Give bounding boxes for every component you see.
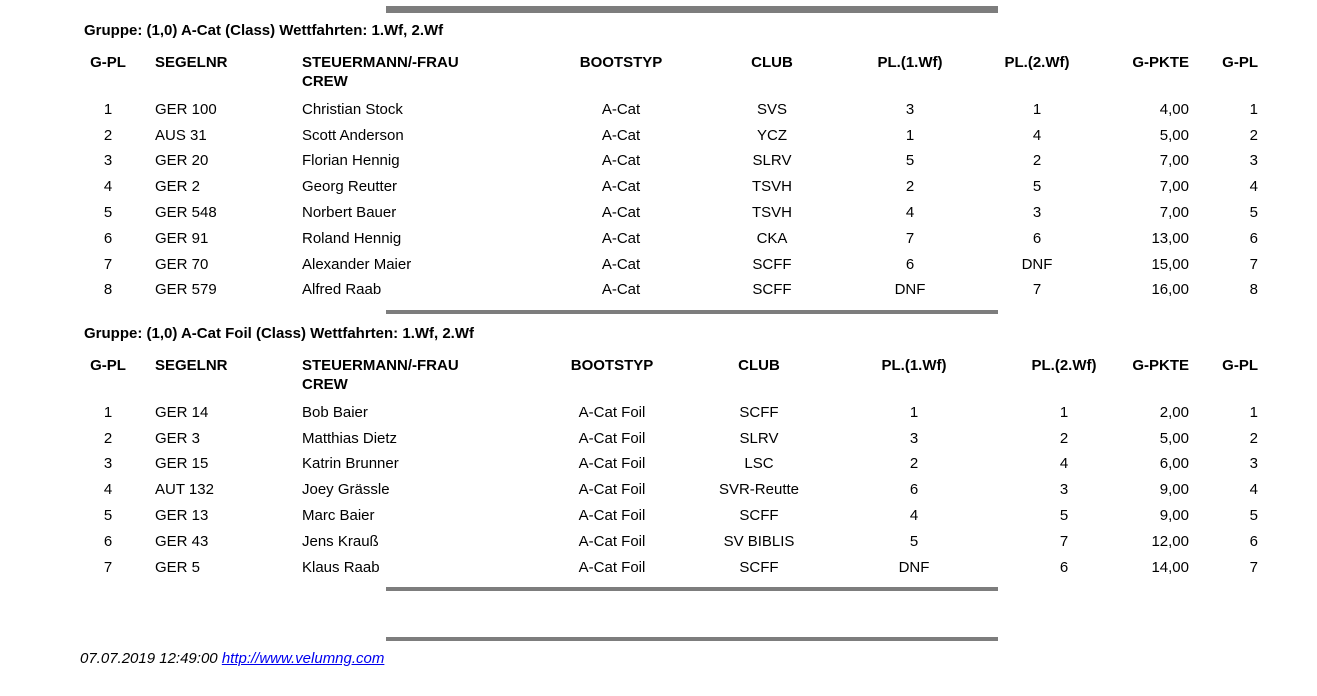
cell-pl-2wf: 5 bbox=[1032, 178, 1042, 196]
cell-pl-2wf: 1 bbox=[1059, 403, 1069, 421]
cell-segelnr: GER 100 bbox=[155, 100, 217, 118]
cell-pl-1wf: 2 bbox=[905, 178, 915, 196]
cell-segelnr: GER 5 bbox=[155, 558, 201, 576]
cell-pl-1wf: 4 bbox=[909, 507, 919, 525]
cell-steuermann-crew: Joey Grässle bbox=[302, 481, 390, 499]
divider-bar-top bbox=[386, 6, 998, 13]
column-header-steuermann-crew: STEUERMANN/-FRAU CREW bbox=[302, 54, 459, 90]
group-title-a-cat-foil: Gruppe: (1,0) A-Cat Foil (Class) Wettfahrten: 1.Wf, 2.Wf bbox=[84, 325, 475, 342]
cell-segelnr: GER 3 bbox=[155, 429, 201, 447]
table-row bbox=[84, 252, 1270, 278]
cell-club: SCFF bbox=[739, 403, 779, 421]
cell-g-pkte: 7,00 bbox=[1159, 204, 1189, 222]
cell-g-pl: 5 bbox=[103, 507, 113, 525]
cell-g-pl-total: 7 bbox=[1249, 255, 1258, 273]
cell-g-pl: 2 bbox=[103, 126, 113, 144]
table-row bbox=[84, 477, 1270, 503]
cell-pl-1wf: 3 bbox=[909, 429, 919, 447]
cell-segelnr: GER 43 bbox=[155, 532, 209, 550]
cell-bootstyp: A-Cat Foil bbox=[578, 481, 646, 499]
table-row bbox=[84, 555, 1270, 581]
cell-club: SCFF bbox=[752, 281, 792, 299]
cell-club: SVR-Reutte bbox=[718, 481, 800, 499]
cell-pl-2wf: 6 bbox=[1059, 558, 1069, 576]
cell-g-pl-total: 2 bbox=[1249, 429, 1258, 447]
cell-bootstyp: A-Cat Foil bbox=[578, 507, 646, 525]
divider-bar-middle bbox=[386, 310, 998, 314]
cell-pl-2wf: 5 bbox=[1059, 507, 1069, 525]
cell-g-pkte: 5,00 bbox=[1159, 429, 1189, 447]
cell-g-pl-total: 4 bbox=[1249, 481, 1258, 499]
footer-link[interactable]: http://www.velumng.com bbox=[221, 650, 385, 667]
cell-g-pl-total: 5 bbox=[1249, 507, 1258, 525]
cell-g-pl: 1 bbox=[103, 100, 113, 118]
cell-bootstyp: A-Cat Foil bbox=[578, 455, 646, 473]
column-header-steuermann-crew: STEUERMANN/-FRAU CREW bbox=[302, 357, 459, 393]
column-header-pl-2wf: PL.(2.Wf) bbox=[1031, 357, 1097, 374]
cell-steuermann-crew: Katrin Brunner bbox=[302, 455, 399, 473]
cell-club: SCFF bbox=[752, 255, 792, 273]
cell-g-pkte: 2,00 bbox=[1159, 403, 1189, 421]
table-row bbox=[84, 426, 1270, 452]
cell-g-pl-total: 1 bbox=[1249, 100, 1258, 118]
header-row bbox=[84, 53, 1270, 97]
cell-bootstyp: A-Cat bbox=[601, 178, 641, 196]
cell-steuermann-crew: Christian Stock bbox=[302, 100, 403, 118]
cell-segelnr: AUS 31 bbox=[155, 126, 207, 144]
column-header-club: CLUB bbox=[738, 357, 780, 374]
table-row bbox=[84, 278, 1270, 304]
cell-g-pl-total: 8 bbox=[1249, 281, 1258, 299]
cell-pl-1wf: 5 bbox=[905, 152, 915, 170]
cell-g-pl-total: 1 bbox=[1249, 403, 1258, 421]
table-row bbox=[84, 400, 1270, 426]
column-header-pl-1wf: PL.(1.Wf) bbox=[877, 54, 943, 71]
divider-bar-footer bbox=[386, 637, 998, 641]
cell-pl-1wf: 5 bbox=[909, 532, 919, 550]
cell-steuermann-crew: Bob Baier bbox=[302, 403, 368, 421]
cell-bootstyp: A-Cat bbox=[601, 126, 641, 144]
cell-bootstyp: A-Cat bbox=[601, 204, 641, 222]
cell-g-pkte: 9,00 bbox=[1159, 481, 1189, 499]
cell-pl-1wf: 1 bbox=[905, 126, 915, 144]
cell-g-pl-total: 3 bbox=[1249, 455, 1258, 473]
table-row bbox=[84, 97, 1270, 123]
cell-club: SCFF bbox=[739, 558, 779, 576]
cell-steuermann-crew: Alfred Raab bbox=[302, 281, 382, 299]
cell-bootstyp: A-Cat bbox=[601, 152, 641, 170]
cell-pl-2wf: 2 bbox=[1059, 429, 1069, 447]
group-a-cat bbox=[84, 22, 1270, 303]
cell-segelnr: GER 91 bbox=[155, 229, 209, 247]
cell-club: SLRV bbox=[752, 152, 792, 170]
cell-g-pl-total: 2 bbox=[1249, 126, 1258, 144]
cell-pl-1wf: DNF bbox=[898, 558, 930, 576]
table-row bbox=[84, 226, 1270, 252]
cell-pl-1wf: 7 bbox=[905, 229, 915, 247]
cell-pl-2wf: 7 bbox=[1032, 281, 1042, 299]
table-row bbox=[84, 123, 1270, 149]
cell-club: CKA bbox=[756, 229, 788, 247]
cell-pl-2wf: 4 bbox=[1059, 455, 1069, 473]
cell-bootstyp: A-Cat Foil bbox=[578, 532, 646, 550]
table-row bbox=[84, 174, 1270, 200]
page-footer bbox=[80, 650, 384, 668]
cell-pl-1wf: 6 bbox=[905, 255, 915, 273]
column-header-g-pl: G-PL bbox=[90, 357, 126, 374]
cell-segelnr: GER 2 bbox=[155, 178, 201, 196]
cell-steuermann-crew: Florian Hennig bbox=[302, 152, 400, 170]
cell-pl-1wf: DNF bbox=[894, 281, 926, 299]
cell-g-pkte: 16,00 bbox=[1151, 281, 1189, 299]
cell-segelnr: AUT 132 bbox=[155, 481, 214, 499]
cell-bootstyp: A-Cat bbox=[601, 255, 641, 273]
cell-pl-1wf: 4 bbox=[905, 204, 915, 222]
cell-g-pl: 4 bbox=[103, 178, 113, 196]
table-row bbox=[84, 452, 1270, 478]
cell-pl-2wf: 6 bbox=[1032, 229, 1042, 247]
cell-g-pkte: 6,00 bbox=[1159, 455, 1189, 473]
cell-steuermann-crew: Jens Krauß bbox=[302, 532, 379, 550]
cell-segelnr: GER 13 bbox=[155, 507, 209, 525]
cell-bootstyp: A-Cat bbox=[601, 281, 641, 299]
cell-steuermann-crew: Marc Baier bbox=[302, 507, 375, 525]
cell-club: TSVH bbox=[751, 178, 792, 196]
cell-g-pkte: 7,00 bbox=[1159, 178, 1189, 196]
cell-pl-1wf: 3 bbox=[905, 100, 915, 118]
column-header-g-pkte: G-PKTE bbox=[1132, 54, 1189, 71]
column-header-g-pl: G-PL bbox=[90, 54, 126, 71]
cell-pl-1wf: 1 bbox=[909, 403, 919, 421]
column-header-bootstyp: BOOTSTYP bbox=[570, 357, 654, 374]
cell-steuermann-crew: Matthias Dietz bbox=[302, 429, 398, 447]
cell-g-pkte: 9,00 bbox=[1159, 507, 1189, 525]
group-title-a-cat: Gruppe: (1,0) A-Cat (Class) Wettfahrten: 1.Wf, 2.Wf bbox=[84, 22, 444, 39]
cell-pl-1wf: 6 bbox=[909, 481, 919, 499]
cell-g-pl: 7 bbox=[103, 255, 113, 273]
header-row bbox=[84, 356, 1270, 400]
cell-steuermann-crew: Alexander Maier bbox=[302, 255, 412, 273]
cell-bootstyp: A-Cat bbox=[601, 229, 641, 247]
cell-g-pkte: 14,00 bbox=[1151, 558, 1189, 576]
cell-bootstyp: A-Cat Foil bbox=[578, 558, 646, 576]
cell-g-pl: 3 bbox=[103, 455, 113, 473]
cell-segelnr: GER 14 bbox=[155, 403, 209, 421]
cell-g-pkte: 13,00 bbox=[1151, 229, 1189, 247]
cell-g-pl: 1 bbox=[103, 403, 113, 421]
table-row bbox=[84, 200, 1270, 226]
cell-segelnr: GER 20 bbox=[155, 152, 209, 170]
cell-steuermann-crew: Norbert Bauer bbox=[302, 204, 397, 222]
cell-g-pl-total: 5 bbox=[1249, 204, 1258, 222]
cell-g-pl: 6 bbox=[103, 532, 113, 550]
cell-pl-2wf: 3 bbox=[1032, 204, 1042, 222]
cell-steuermann-crew: Roland Hennig bbox=[302, 229, 402, 247]
column-header-g-pl-total: G-PL bbox=[1222, 357, 1258, 374]
results-table-a-cat-foil bbox=[84, 356, 1270, 581]
cell-steuermann-crew: Georg Reutter bbox=[302, 178, 398, 196]
column-header-pl-1wf: PL.(1.Wf) bbox=[881, 357, 947, 374]
column-header-segelnr: SEGELNR bbox=[155, 357, 228, 374]
cell-g-pl: 3 bbox=[103, 152, 113, 170]
cell-segelnr: GER 70 bbox=[155, 255, 209, 273]
column-header-g-pkte: G-PKTE bbox=[1132, 357, 1189, 374]
cell-pl-2wf: 2 bbox=[1032, 152, 1042, 170]
column-header-g-pl-total: G-PL bbox=[1222, 54, 1258, 71]
cell-pl-2wf: 7 bbox=[1059, 532, 1069, 550]
table-row bbox=[84, 503, 1270, 529]
cell-g-pl: 8 bbox=[103, 281, 113, 299]
cell-club: SVS bbox=[756, 100, 787, 118]
footer-timestamp: 07.07.2019 12:49:00 bbox=[80, 650, 218, 667]
cell-club: TSVH bbox=[751, 204, 792, 222]
cell-g-pkte: 15,00 bbox=[1151, 255, 1189, 273]
cell-pl-2wf: 1 bbox=[1032, 100, 1042, 118]
cell-pl-2wf: DNF bbox=[1021, 255, 1053, 273]
cell-club: LSC bbox=[744, 455, 774, 473]
cell-pl-2wf: 4 bbox=[1032, 126, 1042, 144]
cell-club: SLRV bbox=[739, 429, 779, 447]
cell-g-pl: 4 bbox=[103, 481, 113, 499]
cell-pl-2wf: 3 bbox=[1059, 481, 1069, 499]
cell-g-pl-total: 6 bbox=[1249, 532, 1258, 550]
cell-segelnr: GER 15 bbox=[155, 455, 209, 473]
cell-bootstyp: A-Cat Foil bbox=[578, 403, 646, 421]
cell-g-pkte: 4,00 bbox=[1159, 100, 1189, 118]
cell-club: YCZ bbox=[757, 126, 787, 144]
cell-pl-1wf: 2 bbox=[909, 455, 919, 473]
cell-g-pl-total: 3 bbox=[1249, 152, 1258, 170]
column-header-segelnr: SEGELNR bbox=[155, 54, 228, 71]
cell-g-pl: 7 bbox=[103, 558, 113, 576]
results-table-a-cat bbox=[84, 53, 1270, 303]
cell-steuermann-crew: Scott Anderson bbox=[302, 126, 404, 144]
cell-club: SCFF bbox=[739, 507, 779, 525]
cell-bootstyp: A-Cat Foil bbox=[578, 429, 646, 447]
column-header-club: CLUB bbox=[751, 54, 793, 71]
table-row bbox=[84, 149, 1270, 175]
cell-g-pl: 5 bbox=[103, 204, 113, 222]
cell-g-pkte: 5,00 bbox=[1159, 126, 1189, 144]
table-row bbox=[84, 529, 1270, 555]
cell-g-pl-total: 6 bbox=[1249, 229, 1258, 247]
cell-club: SV BIBLIS bbox=[723, 532, 795, 550]
cell-steuermann-crew: Klaus Raab bbox=[302, 558, 380, 576]
group-a-cat-foil bbox=[84, 325, 1270, 581]
cell-g-pkte: 7,00 bbox=[1159, 152, 1189, 170]
cell-g-pl: 2 bbox=[103, 429, 113, 447]
column-header-bootstyp: BOOTSTYP bbox=[579, 54, 663, 71]
cell-segelnr: GER 548 bbox=[155, 204, 217, 222]
column-header-pl-2wf: PL.(2.Wf) bbox=[1004, 54, 1070, 71]
cell-g-pl-total: 7 bbox=[1249, 558, 1258, 576]
cell-g-pl: 6 bbox=[103, 229, 113, 247]
cell-g-pkte: 12,00 bbox=[1151, 532, 1189, 550]
cell-g-pl-total: 4 bbox=[1249, 178, 1258, 196]
divider-bar-bottom bbox=[386, 587, 998, 591]
cell-segelnr: GER 579 bbox=[155, 281, 217, 299]
cell-bootstyp: A-Cat bbox=[601, 100, 641, 118]
